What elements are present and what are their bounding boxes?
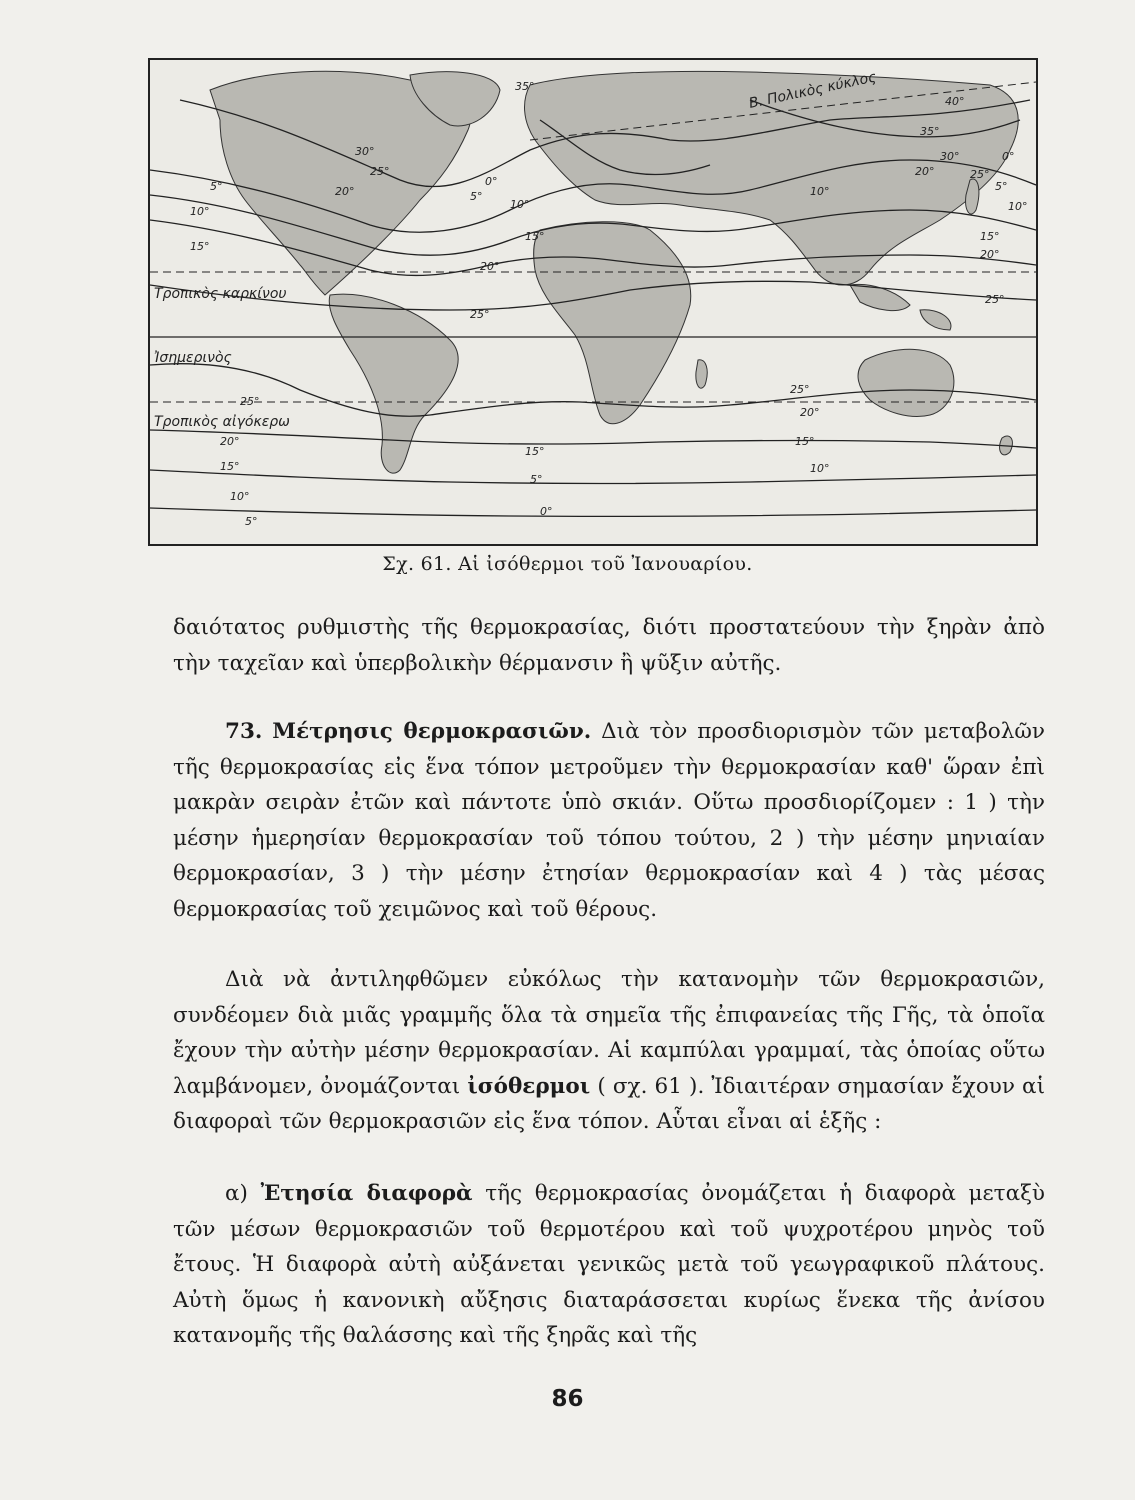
isotherm-label: 25° <box>985 293 1005 306</box>
isotherm-label: 30° <box>940 150 960 163</box>
isotherm-label: 5° <box>210 180 223 193</box>
isotherm-text-before: Διὰ νὰ ἀντιληφθῶμεν εὐκόλως τὴν κατανομὴν τῶν θερμοκρασιῶν, συνδέομεν διὰ μιᾶς γραμμῆς ὅλα τὰ σημεῖα τῆς ἐπιφανείας τῆς Γῆς, τὰ ὁποῖα ἔχουν τὴν αὐτὴν μέσην θερμοκρασίαν. Αἱ καμπύλαι γραμμαί, τὰς ὁποίας οὕτω λαμβάνομεν, ὀνομάζονται <box>173 967 1045 1099</box>
isotherm-label: 35° <box>920 125 940 138</box>
isotherm-label: 15° <box>190 240 210 253</box>
alpha-term: Ἐτησία διαφορὰ <box>260 1181 473 1206</box>
isotherm-label: 10° <box>810 185 830 198</box>
isotherm-label: 0° <box>1002 150 1015 163</box>
madagascar-landmass <box>696 360 707 388</box>
isotherm-label: 15° <box>525 445 545 458</box>
section-number: 73. <box>225 719 263 744</box>
isotherm-text-after: ( σχ. 61 ). Ἰδιαιτέραν σημασίαν ἔχουν αἱ διαφοραὶ τῶν θερμοκρασιῶν εἰς ἕνα τόπον. Αὗται εἶναι αἱ ἑξῆς : <box>173 1073 1046 1135</box>
arctic-circle-label: Β. Πολικὸς κύκλος <box>747 69 878 112</box>
isotherm-label: 5° <box>530 473 543 486</box>
southeast-asia-islands <box>850 284 951 330</box>
isotherm-label: 35° <box>515 80 535 93</box>
alpha-marker: α) <box>225 1181 248 1206</box>
isotherm-label: 5° <box>995 180 1008 193</box>
australia-landmass <box>858 349 954 416</box>
isotherm-map <box>148 58 1038 546</box>
isotherm-label: 15° <box>525 230 545 243</box>
isotherm-label: 25° <box>970 168 990 181</box>
isotherms-paragraph <box>173 962 1045 1140</box>
isotherm-line <box>150 470 1036 484</box>
isotherm-label: 20° <box>335 185 355 198</box>
section-73-paragraph <box>173 714 1045 928</box>
tropic-cancer-label: Τροπικὸς καρκίνου <box>154 286 287 302</box>
isotherm-label: 20° <box>220 435 240 448</box>
isotherm-label: 5° <box>245 515 258 528</box>
section-title: Μέτρησις θερμοκρασιῶν. <box>272 719 592 744</box>
isotherm-label: 10° <box>190 205 210 218</box>
isotherm-label: 25° <box>240 395 260 408</box>
isotherm-label: 5° <box>470 190 483 203</box>
isotherm-label: 15° <box>220 460 240 473</box>
isotherm-label: 40° <box>945 95 965 108</box>
isotherm-label: 15° <box>980 230 1000 243</box>
isotherm-label: 10° <box>510 198 530 211</box>
tropic-capricorn-label: Τροπικὸς αἰγόκερω <box>154 414 290 430</box>
isotherm-label: 25° <box>470 308 490 321</box>
africa-landmass <box>534 222 691 424</box>
isotherm-label: 10° <box>810 462 830 475</box>
page-number: 86 <box>551 1386 584 1412</box>
alpha-paragraph <box>173 1176 1045 1354</box>
intro-paragraph: δαιότατος ρυθμιστὴς τῆς θερμοκρασίας, διότι προστατεύουν τὴν ξηρὰν ἀπὸ τὴν ταχεῖαν καὶ ὑπερβολικὴν θέρμανσιν ἢ ψῦξιν αὐτῆς. <box>173 615 1045 676</box>
isotherm-label: 15° <box>795 435 815 448</box>
isotherm-label: 25° <box>790 383 810 396</box>
isotherm-term: ἰσόθερμοι <box>467 1073 591 1099</box>
isotherm-label: 0° <box>540 505 553 518</box>
isotherm-line <box>150 430 1036 448</box>
isotherm-line <box>150 508 1036 516</box>
section-body: Διὰ τὸν προσδιορισμὸν τῶν μεταβολῶν τῆς θερμοκρασίας εἰς ἕνα τόπον μετροῦμεν τὴν θερμοκρασίαν καθ' ὥραν ἐπὶ μακρὰν σειρὰν ἐτῶν καὶ πάντοτε ὑπὸ σκιάν. Οὕτω προσδιορίζομεν : 1 ) τὴν μέσην ἡμερησίαν θερμοκρασίαν τοῦ τόπου τούτου, 2 ) τὴν μέσην μηνιαίαν θερμοκρασίαν, 3 ) τὴν μέσην ἐτησίαν θερμοκρασίαν καὶ 4 ) τὰς μέσας θερμοκρασίας τοῦ χειμῶνος καὶ τοῦ θέρους. <box>173 719 1045 922</box>
equator-label: Ἰσημερινὸς <box>154 350 232 366</box>
isotherm-label: 20° <box>915 165 935 178</box>
isotherm-label: 20° <box>980 248 1000 261</box>
isotherm-label: 20° <box>800 406 820 419</box>
alpha-body: τῆς θερμοκρασίας ὀνομάζεται ἡ διαφορὰ μεταξὺ τῶν μέσων θερμοκρασιῶν τοῦ θερμοτέρου καὶ τοῦ ψυχροτέρου μηνὸς τοῦ ἔτους. Ἡ διαφορὰ αὐτὴ αὐξάνεται γενικῶς μετὰ τοῦ γεωγραφικοῦ πλάτους. Αὐτὴ ὅμως ἡ κανονικὴ αὔξησις διαταράσσεται κυρίως ἕνεκα τῆς ἀνίσου κατανομῆς τῆς θαλάσσης καὶ τῆς ξηρᾶς καὶ τῆς <box>173 1181 1045 1349</box>
isotherm-label: 30° <box>355 145 375 158</box>
isotherm-map-svg <box>150 60 1036 544</box>
isotherm-label: 10° <box>230 490 250 503</box>
south-america-landmass <box>329 294 458 473</box>
isotherm-label: 25° <box>370 165 390 178</box>
isotherm-label: 0° <box>485 175 498 188</box>
isotherm-label: 10° <box>1008 200 1028 213</box>
isotherm-label: 20° <box>480 260 500 273</box>
figure-caption: Σχ. 61. Αἱ ἰσόθερμοι τοῦ Ἰανουαρίου. <box>382 553 753 575</box>
